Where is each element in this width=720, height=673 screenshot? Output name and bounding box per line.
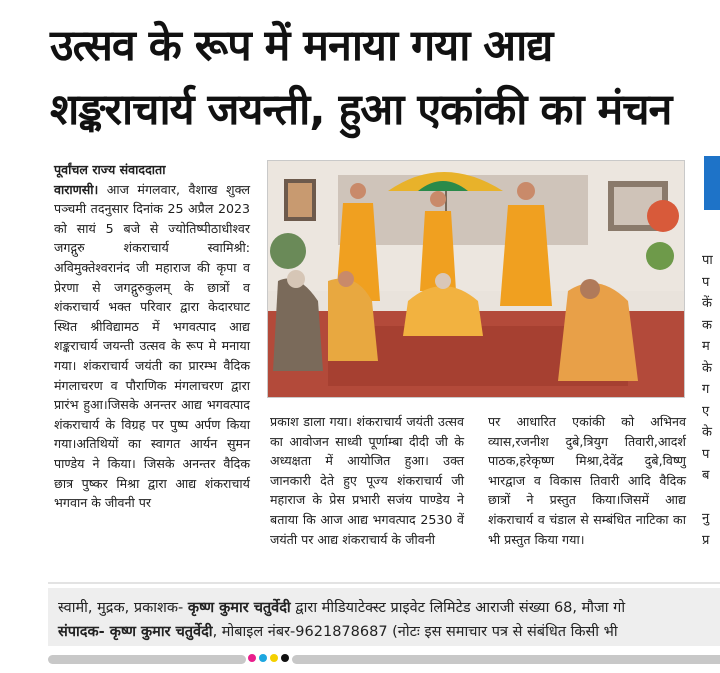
adjacent-text-line: कें xyxy=(702,296,712,311)
event-photo xyxy=(267,160,685,398)
headline-line-2: शङ्कराचार्य जयन्ती, हुआ एकांकी का मंचन xyxy=(50,85,672,135)
article-text-2: प्रकाश डाला गया। शंकराचार्य जयंती उत्सव का आवोजन साध्वी पूर्णाम्बा दीदी जी के अध्यक्षता में आयोजित हुआ। उक्त जानकारी देते हुए पूज्य शंकराचार्य जी महाराज के प्रेस प्रभारी सजंय पाण्डेय ने बताया कि आज आद्य भगवत्पाद 2530 वें जयंती पर आद्य शंकराचार्य के जीवनी xyxy=(270,414,464,547)
imprint-line-1 xyxy=(58,597,625,617)
headline-line-1: उत्सव के रूप में मनाया गया आद्य xyxy=(50,21,553,71)
imprint-contact-text: , मोबाइल नंबर-9621878687 (नोटः इस समाचार पत्र से संबंधित किसी भी xyxy=(212,624,618,640)
decorative-bar-left xyxy=(48,655,246,664)
event-photo-illustration xyxy=(268,161,685,398)
adjacent-text-line: प xyxy=(702,274,710,290)
footer-divider xyxy=(48,582,720,584)
article-text-1: आज मंगलवार, वैशाख शुक्ल पञ्चमी तदनुसार दिनांक 25 अप्रैल 2023 को सायं 5 बजे से ज्योतिष्पीठाधीश्वर जगद्गुरु शंकराचार्य स्वामिश्री: अविमुक्तेश्वरानंद जी महाराज की कृपा व प्रेरणा से जगद्गुरुकुलम् के छात्रों व शंकराचार्य भक्त परिवार द्वारा केदारघाट स्थित श्रीविद्यामठ में भगवत्पाद आद्य शङ्कराचार्य जयन्ती उत्सव के रूप मे मनाया गया। शंकराचार्य जयंती का प्रारम्भ वैदिक मंगलाचरण व पौराणिक मंगलाचरण द्वारा प्रारंभ हुआ।जिसके अनन्तर आद्य भगवत्पाद शंकराचार्य के विग्रह पर पुष्प अर्पण किया गया।अतिथियों का स्वागत आर्यन सुमन पाण्डेय ने किया। जिसके अनन्तर वैदिक छात्र पुष्कर मिश्रा द्वारा आद्य शंकराचार्य भगवान के जीवनी पर xyxy=(54,181,250,511)
imprint-owner-label: स्वामी, मुद्रक, प्रकाशक- xyxy=(58,600,188,616)
color-dots xyxy=(248,654,289,662)
adjacent-text-line: पा xyxy=(702,253,713,268)
article-byline: पूर्वांचल राज्य संवाददाता xyxy=(54,162,166,177)
adjacent-text-line: प xyxy=(702,446,710,462)
adjacent-text-line: ब xyxy=(702,468,710,483)
article-dateline: वाराणसी। xyxy=(54,181,99,197)
imprint-footer xyxy=(48,588,720,646)
article-text-3: पर आधारित एकांकी को अभिनव व्यास,रजनीश दुबे,त्रियुग तिवारी,आदर्श पाठक,हरेकृष्ण मिश्रा,देवेंद्र दुबे,विष्णु भारद्वाज व विकास तिवारी आदि वैदिक छात्रों ने प्रस्तुत किया।जिसमें आद्य शंकराचार्य व चंडाल से सम्बंधित नाटिका का भी प्रस्तुत किया गया। xyxy=(488,414,686,547)
adjacent-text-line: के xyxy=(702,360,712,376)
color-dot-magenta xyxy=(248,654,256,662)
color-dot-cyan xyxy=(259,654,267,662)
imprint-line-2 xyxy=(58,621,618,641)
adjacent-text-line: म xyxy=(702,339,710,354)
imprint-printer-text: द्वारा मीडियाटेक्स्ट प्राइवेट लिमिटेड आराजी संख्या 68, मौजा गो xyxy=(290,600,626,616)
adjacent-text-line: ए xyxy=(702,403,710,419)
article-column-3 xyxy=(488,412,686,549)
adjacent-text-line: प्र xyxy=(702,532,710,548)
imprint-owner-name: कृष्ण कुमार चतुर्वेदी xyxy=(187,600,291,616)
adjacent-text-line: ग xyxy=(702,382,710,397)
adjacent-text-line: के xyxy=(702,425,712,440)
side-accent-box xyxy=(704,156,720,210)
article-paragraph-1 xyxy=(54,180,250,513)
color-dot-yellow xyxy=(270,654,278,662)
adjacent-text-line: नु xyxy=(702,511,710,526)
imprint-editor: संपादक- कृष्ण कुमार चतुर्वेदी xyxy=(58,624,213,640)
adjacent-text-line xyxy=(702,487,720,509)
color-dot-black xyxy=(281,654,289,662)
decorative-bar-right xyxy=(292,655,720,664)
headline xyxy=(50,14,710,142)
article-column-1 xyxy=(54,160,250,513)
article-column-2 xyxy=(270,412,464,549)
adjacent-article-fragment xyxy=(702,250,720,551)
adjacent-text-line: क xyxy=(702,317,712,333)
